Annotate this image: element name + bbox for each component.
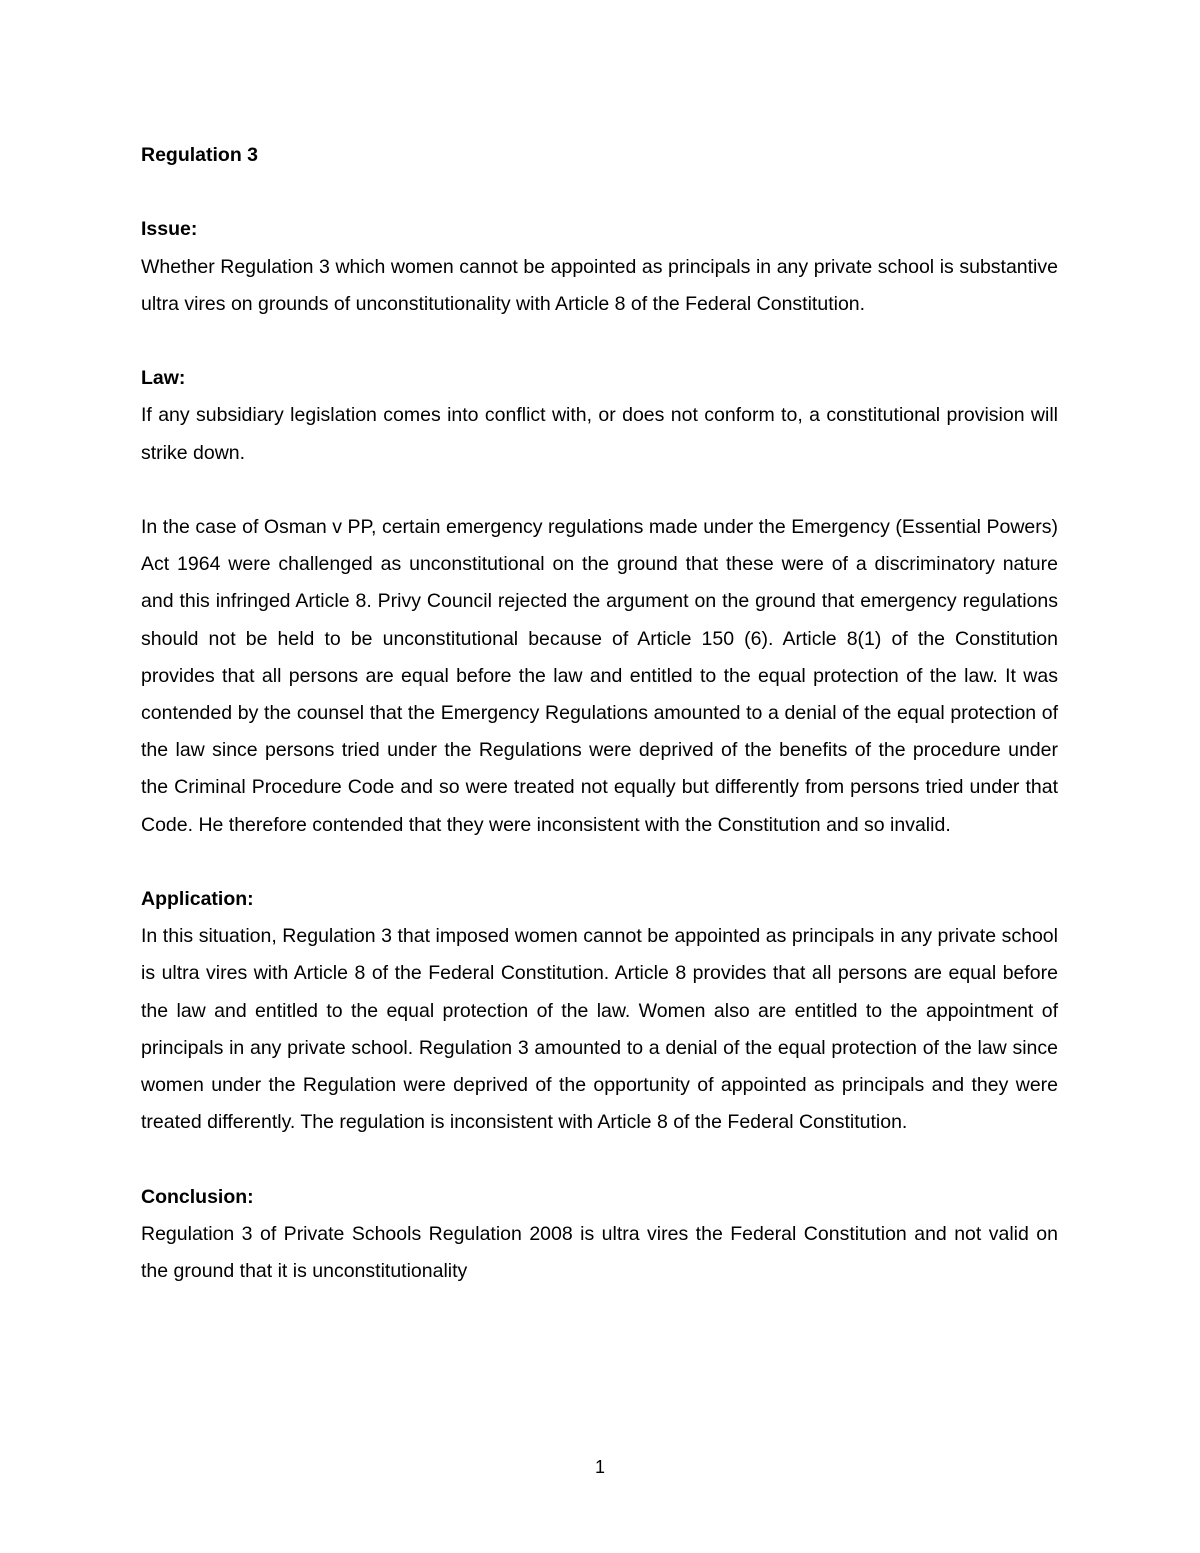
page-number: 1: [594, 1457, 605, 1477]
application-section: [141, 881, 1058, 1141]
issue-paragraph: Whether Regulation 3 which women cannot be appointed as principals in any private school is substantive ultra vires on grounds of unconstitutionality with Article 8 of the Federal Constitution.: [141, 255, 1058, 315]
law-section: [141, 360, 1058, 844]
spacer: [141, 844, 1058, 881]
spacer: [141, 472, 1058, 509]
spacer: [141, 1141, 1058, 1178]
document-body: [141, 137, 1058, 1290]
conclusion-heading: Conclusion:: [141, 1185, 254, 1208]
law-case-paragraph: In the case of Osman v PP, certain emergency regulations made under the Emergency (Essential Powers) Act 1964 were challenged as unconstitutional on the ground that these were of a discriminatory nature and this infringed Article 8. Privy Council rejected the argument on the ground that emergency regulations should not be held to be unconstitutional because of Article 150 (6). Article 8(1) of the Constitution provides that all persons are equal before the law and entitled to the equal protection of the law. It was contended by the counsel that the Emergency Regulations amounted to a denial of the equal protection of the law since persons tried under the Regulations were deprived of the benefits of the procedure under the Criminal Procedure Code and so were treated not equally but differently from persons tried under that Code. He therefore contended that they were inconsistent with the Constitution and so invalid.: [141, 515, 1058, 836]
application-heading: Application:: [141, 888, 254, 910]
issue-section: [141, 211, 1058, 323]
spacer: [141, 323, 1058, 360]
application-paragraph: In this situation, Regulation 3 that imposed women cannot be appointed as principals in any private school is ultra vires with Article 8 of the Federal Constitution. Article 8 provides that all persons are equal before the law and entitled to the equal protection of the law. Women also are entitled to the appointment of principals in any private school. Regulation 3 amounted to a denial of the equal protection of the law since women under the Regulation were deprived of the opportunity of appointed as principals and they were treated differently. The regulation is inconsistent with Article 8 of the Federal Constitution.: [141, 925, 1058, 1134]
conclusion-section: [141, 1179, 1058, 1291]
spacer: [141, 174, 1058, 211]
law-heading: Law:: [141, 367, 186, 390]
conclusion-paragraph: Regulation 3 of Private Schools Regulation 2008 is ultra vires the Federal Constitution and not valid on the ground that it is unconstitutionality: [141, 1222, 1058, 1283]
document-title: Regulation 3: [141, 144, 259, 166]
law-paragraph: If any subsidiary legislation comes into conflict with, or does not conform to, a constitutional provision will strike down.: [141, 404, 1058, 464]
issue-heading: Issue:: [141, 218, 198, 241]
